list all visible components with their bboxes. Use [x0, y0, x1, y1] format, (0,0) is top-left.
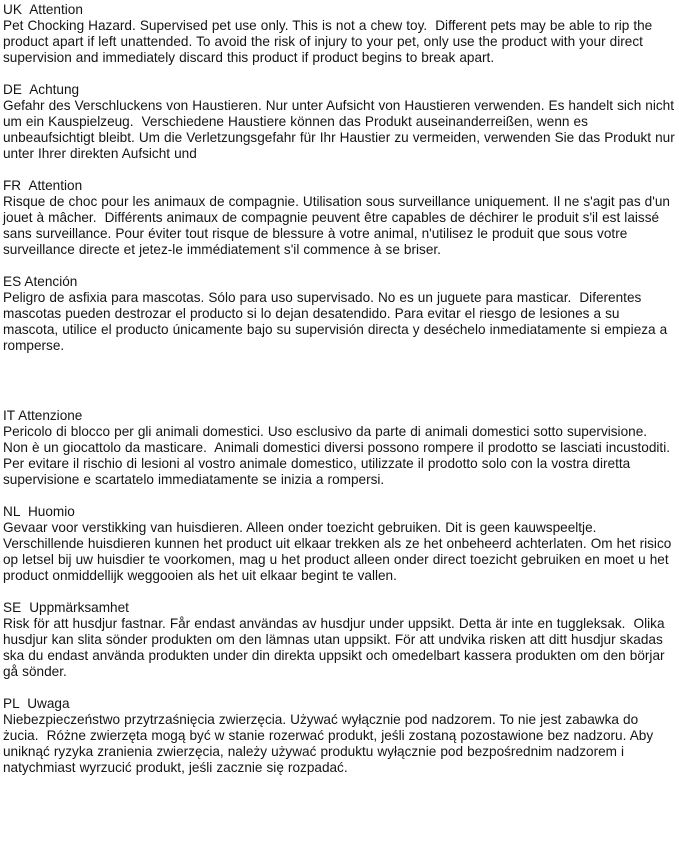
warning-section-pl — [3, 696, 676, 776]
section-heading-pl: PL Uwaga — [3, 696, 70, 711]
section-heading-es: ES Atención — [3, 274, 78, 289]
warning-section-it — [3, 408, 676, 488]
section-body-nl: Gevaar voor verstikking van huisdieren. Alleen onder toezicht gebruiken. Dit is geen kauwspeeltje. Verschillende huisdieren kunnen het product uit elkaar trekken als ze het onbeheerd achterlaten. Om het risico op letsel bij uw huisdier te voorkomen, mag u het product alleen onder direct toezicht gebruiken en moet u het product onmiddellijk weggooien als het uit elkaar begint te vallen. — [3, 520, 676, 583]
section-body-it: Pericolo di blocco per gli animali domestici. Uso esclusivo da parte di animali domestici sotto supervisione. Non è un giocattolo da masticare. Animali domestici diversi possono rompere il prodotto se lasciati incustoditi. Per evitare il rischio di lesioni al vostro animale domestico, utilizzate il prodotto solo con la vostra diretta supervisione e scartatelo immediatamente se inizia a rompersi. — [3, 424, 675, 487]
section-body-fr: Risque de choc pour les animaux de compagnie. Utilisation sous surveillance uniquement. Il ne s'agit pas d'un jouet à mâcher. Différents animaux de compagnie peuvent être capables de déchirer le produit s'il est laissé sans surveillance. Pour éviter tout risque de blessure à votre animal, n'utilisez le produit que sous votre surveillance directe et jetez-le immédiatement s'il commence à se briser. — [3, 194, 675, 257]
section-heading-it: IT Attenzione — [3, 408, 83, 423]
section-body-uk: Pet Chocking Hazard. Supervised pet use only. This is not a chew toy. Different pets may be able to rip the product apart if left unattended. To avoid the risk of injury to your pet, only use the product with your direct supervision and immediately discard this product if product begins to break apart. — [3, 18, 657, 65]
warning-section-uk — [3, 2, 676, 66]
section-heading-uk: UK Attention — [3, 2, 83, 17]
warning-section-se — [3, 600, 676, 680]
warning-section-nl — [3, 504, 676, 584]
section-heading-se: SE Uppmärksamhet — [3, 600, 129, 615]
warning-section-es — [3, 274, 676, 354]
section-body-pl: Niebezpieczeństwo przytrzaśnięcia zwierzęcia. Używać wyłącznie pod nadzorem. To nie jest zabawka do żucia. Różne zwierzęta mogą być w stanie rozerwać produkt, jeśli zostaną pozostawione bez nadzoru. Aby uniknąć ryzyka zranienia zwierzęcia, należy używać produktu wyłącznie pod bezpośrednim nadzorem i natychmiast wyrzucić produkt, jeśli zacznie się rozpadać. — [3, 712, 658, 775]
warning-section-fr — [3, 178, 676, 258]
section-heading-de: DE Achtung — [3, 82, 80, 97]
section-heading-fr: FR Attention — [3, 178, 83, 193]
section-body-es: Peligro de asfixia para mascotas. Sólo para uso supervisado. No es un juguete para masticar. Diferentes mascotas pueden destrozar el producto si lo dejan desatendido. Para evitar el riesgo de lesiones a su mascota, utilice el producto únicamente bajo su supervisión directa y deséchelo inmediatamente si empieza a romperse. — [3, 290, 672, 353]
section-heading-nl: NL Huomio — [3, 504, 75, 519]
section-body-de: Gefahr des Verschluckens von Haustieren. Nur unter Aufsicht von Haustieren verwenden. Es handelt sich nicht um ein Kauspielzeug. Verschiedene Haustiere können das Produkt auseinanderreißen, wenn es unbeaufsichtigt bleibt. Um die Verletzungsgefahr für Ihr Haustier zu vermeiden, verwenden Sie das Produkt nur unter Ihrer direkten Aufsicht und — [3, 98, 679, 161]
warning-section-de — [3, 82, 679, 162]
section-body-se: Risk för att husdjur fastnar. Får endast användas av husdjur under uppsikt. Detta är inte en tuggleksak. Olika husdjur kan slita sönder produkten om den lämnas utan uppsikt. För att undvika risken att ditt husdjur skadas ska du endast använda produkten under din direkta uppsikt och omedelbart kassera produkten om den börjar gå sönder. — [3, 616, 669, 679]
